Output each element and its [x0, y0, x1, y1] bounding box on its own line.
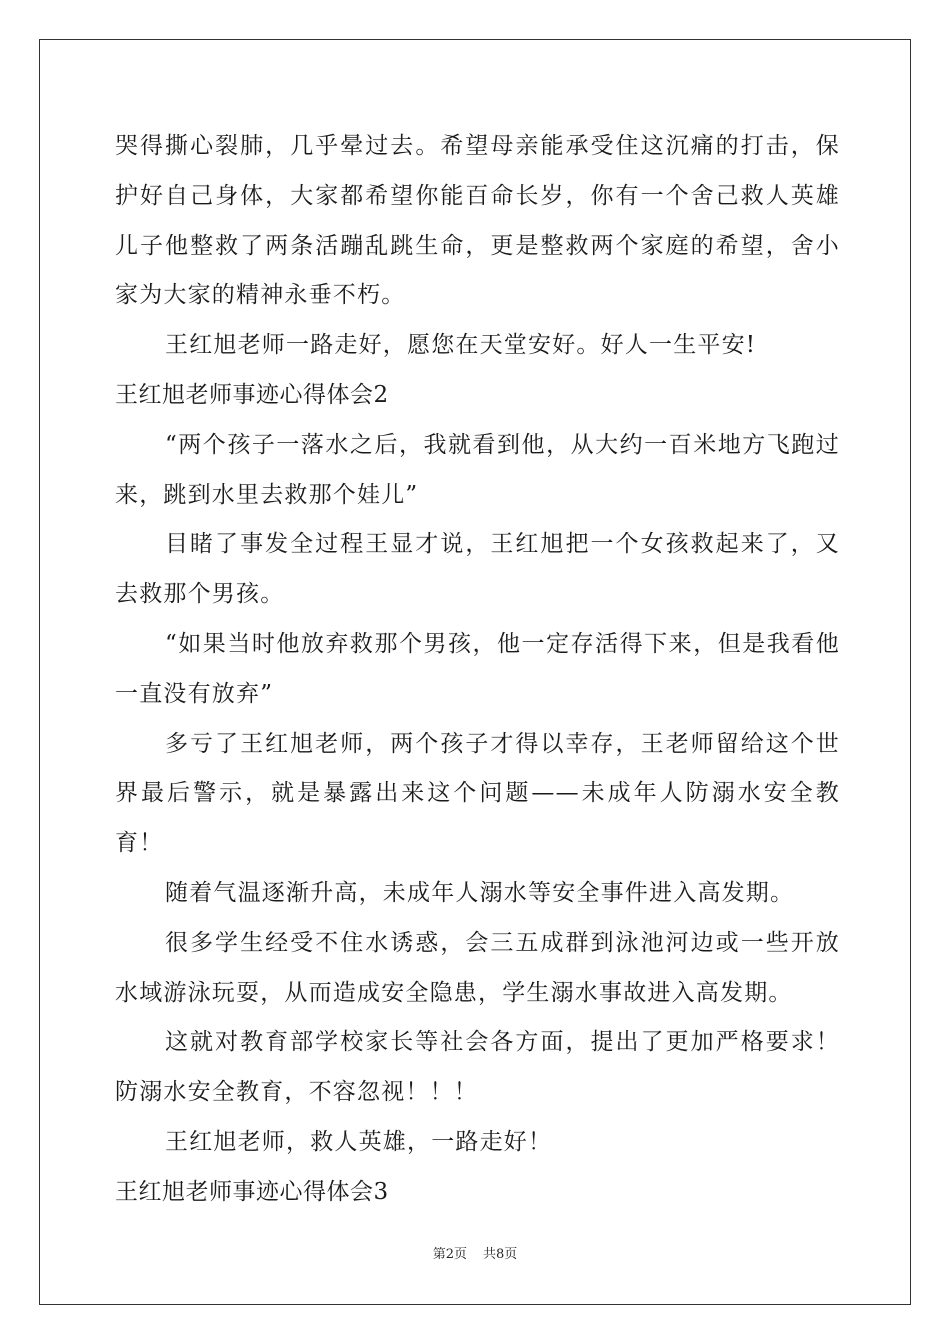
section-heading: 王红旭老师事迹心得体会2	[115, 381, 389, 408]
paragraph: “两个孩子一落水之后，我就看到他，从大约一百米地方飞跑过来，跳到水里去救那个娃儿”	[115, 431, 840, 508]
paragraph: 目睹了事发全过程王显才说，王红旭把一个女孩救起来了，又去救那个男孩。	[115, 531, 840, 608]
paragraph: 多亏了王红旭老师，两个孩子才得以幸存，王老师留给这个世界最后警示，就是暴露出来这个问题——未成年人防溺水安全教育！	[115, 730, 840, 857]
page-number: 第2页	[432, 1247, 467, 1262]
paragraph: 哭得撕心裂肺，几乎晕过去。希望母亲能承受住这沉痛的打击，保护好自己身体，大家都希望你能百命长岁，你有一个舍己救人英雄儿子他整救了两条活蹦乱跳生命，更是整救两个家庭的希望，舍小家为大家的精神永垂不朽。	[115, 133, 840, 309]
total-pages: 共8页	[483, 1247, 518, 1262]
paragraph: 王红旭老师一路走好，愿您在天堂安好。好人一生平安!	[165, 332, 757, 359]
paragraph: “如果当时他放弃救那个男孩，他一定存活得下来，但是我看他一直没有放弃”	[115, 630, 840, 707]
page-footer	[0, 1243, 950, 1262]
paragraph: 很多学生经受不住水诱惑，会三五成群到泳池河边或一些开放水域游泳玩耍，从而造成安全隐患，学生溺水事故进入高发期。	[115, 929, 840, 1006]
section-heading: 王红旭老师事迹心得体会3	[115, 1178, 389, 1205]
paragraph: 随着气温逐渐升高，未成年人溺水等安全事件进入高发期。	[165, 879, 795, 906]
document-body	[115, 122, 840, 1218]
paragraph: 王红旭老师，救人英雄，一路走好！	[165, 1128, 553, 1155]
paragraph: 这就对教育部学校家长等社会各方面，提出了更加严格要求！防溺水安全教育，不容忽视！！！	[115, 1029, 840, 1106]
